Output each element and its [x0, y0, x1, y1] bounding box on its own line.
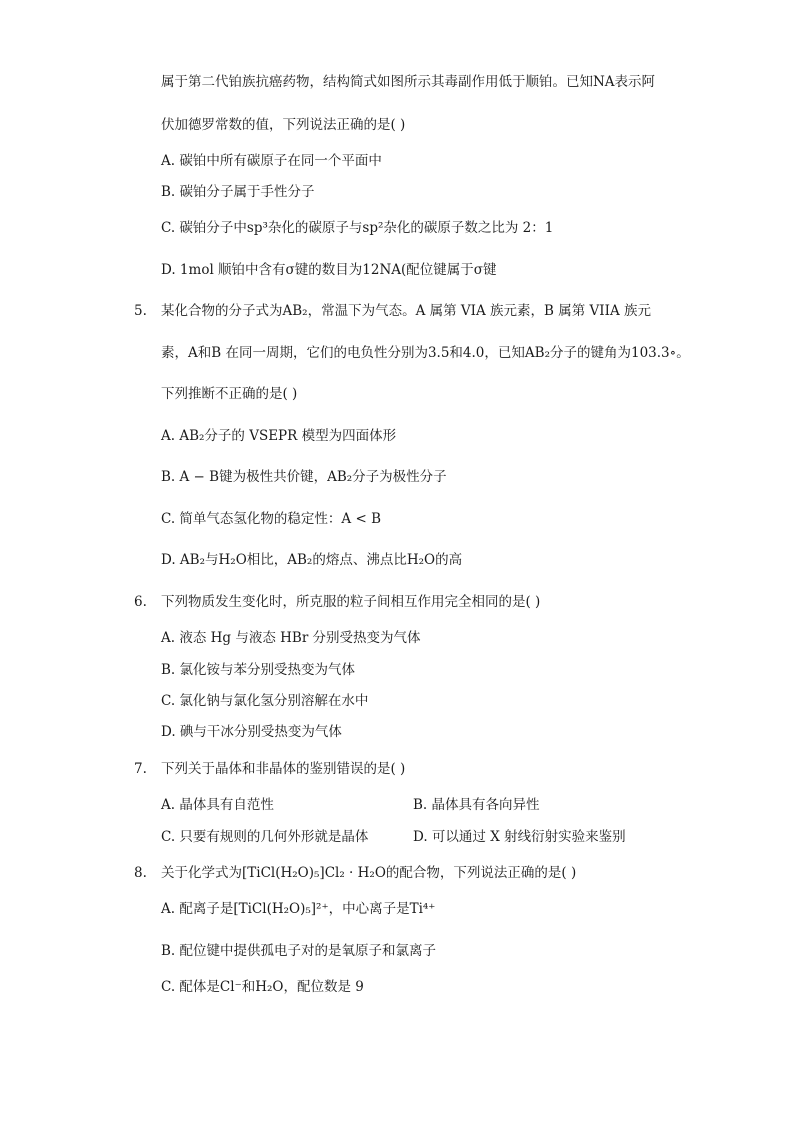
q4-stem-line-1: 属于第二代铂族抗癌药物，结构简式如图所示其毒副作用低于顺铂。已知NA表示阿 [161, 74, 656, 90]
q6-number: 6. [134, 594, 147, 610]
q6-option-c: C. 氯化钠与氯化氢分别溶解在水中 [161, 693, 369, 709]
q8-option-c: C. 配体是Cl⁻和H₂O，配位数是 9 [161, 979, 364, 995]
q8-stem: 关于化学式为[TiCl(H₂O)₅]Cl₂ · H₂O的配合物，下列说法正确的是( ) [161, 865, 577, 881]
q5-option-c: C. 简单气态氢化物的稳定性：A < B [161, 511, 381, 527]
q7-option-b: B. 晶体具有各向异性 [413, 797, 540, 813]
q5-option-d: D. AB₂与H₂O相比，AB₂的熔点、沸点比H₂O的高 [161, 552, 463, 568]
q8-option-b: B. 配位键中提供孤电子对的是氧原子和氯离子 [161, 943, 437, 959]
q8-option-a: A. 配离子是[TiCl(H₂O)₅]²⁺，中心离子是Ti⁴⁺ [161, 901, 436, 917]
q7-option-a: A. 晶体具有自范性 [161, 797, 274, 813]
q4-option-d: D. 1mol 顺铂中含有σ键的数目为12NA(配位键属于σ键 [161, 262, 497, 278]
q7-option-d: D. 可以通过 X 射线衍射实验来鉴别 [413, 829, 626, 845]
q8-number: 8. [134, 865, 147, 881]
q6-option-d: D. 碘与干冰分别受热变为气体 [161, 724, 342, 740]
q6-option-a: A. 液态 Hg 与液态 HBr 分别受热变为气体 [161, 630, 421, 646]
q5-stem-line-2: 素，A和B 在同一周期，它们的电负性分别为3.5和4.0，已知AB₂分子的键角为103.3∘。 [161, 345, 690, 361]
q5-stem-line-1: 某化合物的分子式为AB₂，常温下为气态。A 属第 VIA 族元素，B 属第 VIIA 族元 [161, 303, 651, 319]
q7-number: 7. [134, 761, 147, 777]
q5-number: 5. [134, 303, 147, 319]
q4-option-c: C. 碳铂分子中sp³杂化的碳原子与sp²杂化的碳原子数之比为 2：1 [161, 220, 554, 236]
q7-option-c: C. 只要有规则的几何外形就是晶体 [161, 829, 369, 845]
q6-option-b: B. 氯化铵与苯分别受热变为气体 [161, 662, 356, 678]
q5-option-b: B. A − B键为极性共价键，AB₂分子为极性分子 [161, 469, 447, 485]
q6-stem: 下列物质发生变化时，所克服的粒子间相互作用完全相同的是( ) [161, 594, 541, 610]
q4-option-b: B. 碳铂分子属于手性分子 [161, 184, 315, 200]
q4-option-a: A. 碳铂中所有碳原子在同一个平面中 [161, 153, 382, 169]
q7-stem: 下列关于晶体和非晶体的鉴别错误的是( ) [161, 761, 406, 777]
q5-stem-line-3: 下列推断不正确的是( ) [161, 386, 298, 402]
q4-stem-line-2: 伏加德罗常数的值，下列说法正确的是( ) [161, 117, 406, 133]
q5-option-a: A. AB₂分子的 VSEPR 模型为四面体形 [161, 428, 397, 444]
